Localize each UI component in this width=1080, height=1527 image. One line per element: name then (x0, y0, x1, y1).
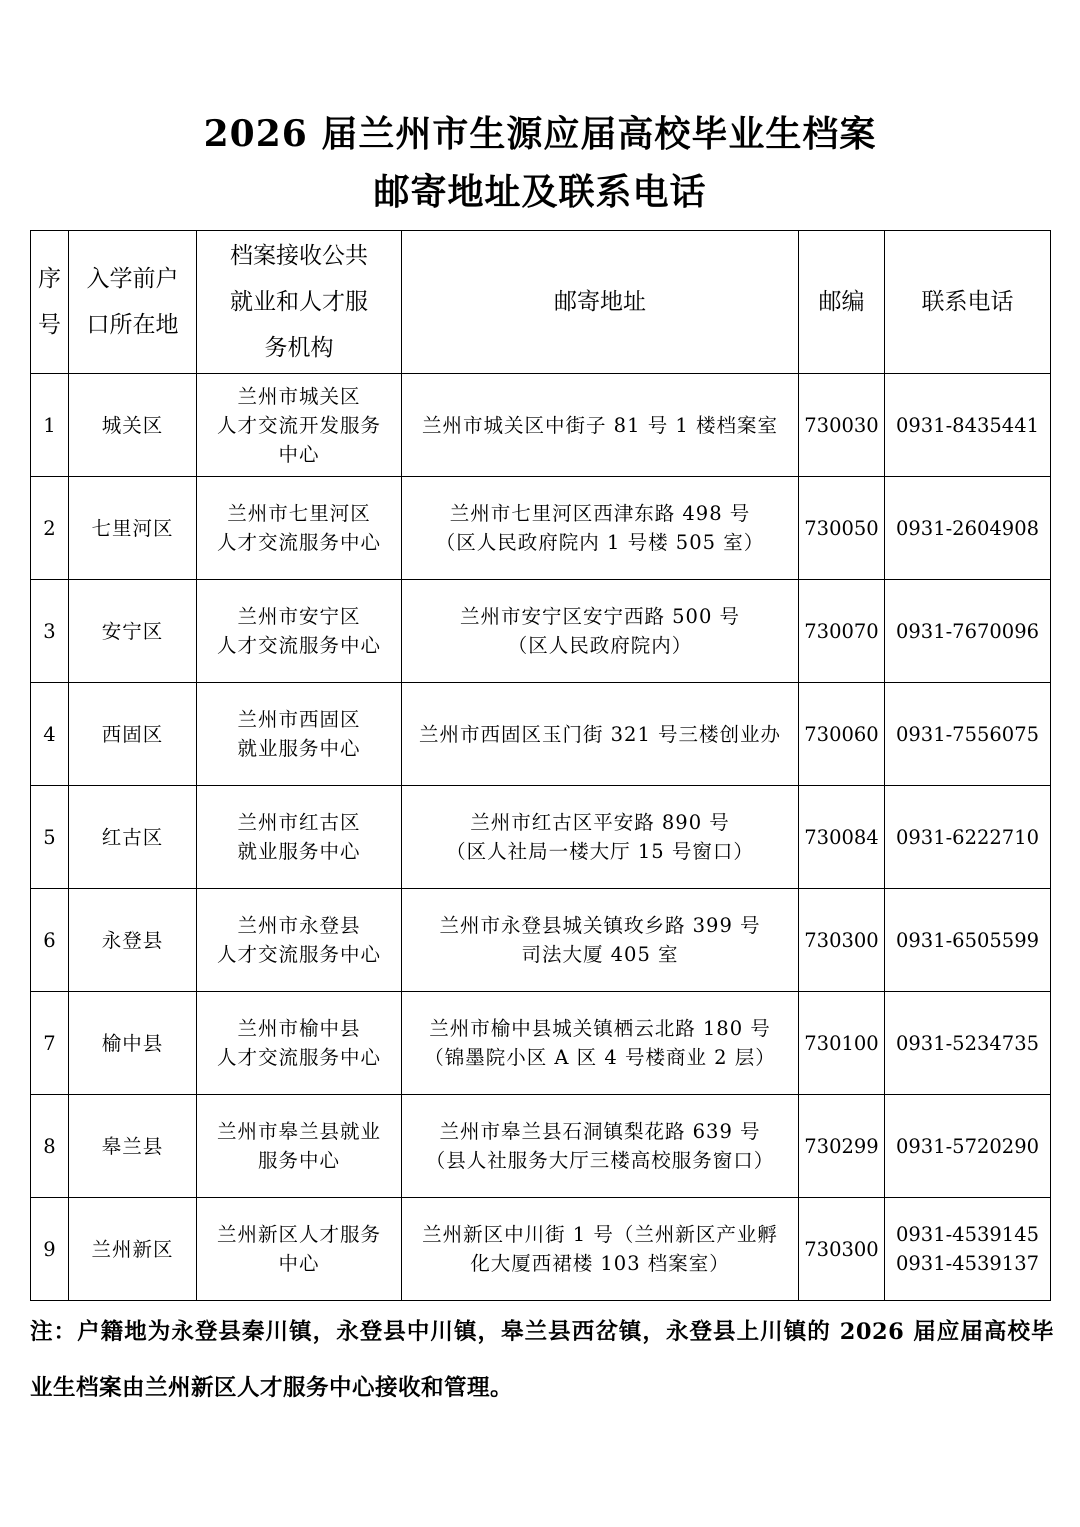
cell-agency-line: 就业服务中心 (237, 840, 361, 863)
cell-address-line: 兰州市红古区平安路 890 号 (470, 811, 730, 834)
header-agency-line: 务机构 (264, 335, 334, 361)
cell-address-line: 兰州市永登县城关镇玫乡路 399 号 (439, 914, 761, 937)
header-agency (197, 231, 402, 374)
cell-postcode: 730060 (799, 683, 885, 786)
cell-address-line: （锦墨院小区 A 区 4 号楼商业 2 层） (424, 1046, 776, 1069)
cell-district: 榆中县 (69, 992, 197, 1095)
cell-phone-line: 0931-2604908 (895, 516, 1040, 540)
cell-address (402, 889, 799, 992)
cell-phone (885, 1095, 1051, 1198)
cell-phone-line: 0931-4539145 (895, 1223, 1040, 1246)
cell-index: 2 (31, 477, 69, 580)
cell-address-line: 兰州新区中川街 1 号（兰州新区产业孵 (422, 1223, 778, 1246)
document-title-line1: 2026 届兰州市生源应届高校毕业生档案 (203, 113, 877, 155)
cell-agency-line: 兰州新区人才服务 (216, 1223, 381, 1246)
cell-address-line: 兰州市西固区玉门街 321 号三楼创业办 (418, 722, 782, 746)
cell-phone-line: 0931-6222710 (895, 825, 1040, 849)
table-body (31, 374, 1051, 1301)
cell-phone-line: 0931-4539137 (895, 1252, 1040, 1275)
cell-district: 城关区 (69, 374, 197, 477)
cell-postcode: 730084 (799, 786, 885, 889)
cell-agency (197, 889, 402, 992)
cell-address-line: （区人社局一楼大厅 15 号窗口） (446, 840, 754, 863)
cell-address-line: 化大厦西裙楼 103 档案室） (470, 1252, 730, 1275)
header-phone (885, 231, 1051, 374)
header-address-line: 邮寄地址 (554, 289, 646, 315)
cell-index: 5 (31, 786, 69, 889)
table-header-row (31, 231, 1051, 374)
cell-index: 7 (31, 992, 69, 1095)
cell-address (402, 683, 799, 786)
cell-address-line: （区人民政府院内 1 号楼 505 室） (435, 531, 765, 554)
cell-address (402, 786, 799, 889)
header-agency-line: 就业和人才服 (230, 289, 368, 315)
cell-phone (885, 477, 1051, 580)
cell-postcode: 730100 (799, 992, 885, 1095)
cell-agency-line: 中心 (278, 1252, 320, 1275)
cell-postcode: 730299 (799, 1095, 885, 1198)
cell-phone-line: 0931-8435441 (895, 413, 1040, 437)
cell-district: 安宁区 (69, 580, 197, 683)
cell-address (402, 1095, 799, 1198)
cell-index: 4 (31, 683, 69, 786)
footnote: 注：户籍地为永登县秦川镇，永登县中川镇，皋兰县西岔镇，永登县上川镇的 2026 届应届高校毕业生档案由兰州新区人才服务中心接收和管理。 (30, 1319, 1054, 1401)
table-row (31, 786, 1051, 889)
header-district-line: 入学前户 (86, 266, 179, 292)
cell-agency-line: 服务中心 (257, 1149, 340, 1172)
cell-agency (197, 992, 402, 1095)
cell-district: 永登县 (69, 889, 197, 992)
cell-district: 皋兰县 (69, 1095, 197, 1198)
table-row (31, 1198, 1051, 1301)
table-row (31, 683, 1051, 786)
header-district-line: 口所在地 (86, 312, 179, 338)
cell-agency-line: 兰州市七里河区 (227, 502, 371, 525)
cell-phone-line: 0931-6505599 (895, 928, 1040, 952)
cell-phone (885, 992, 1051, 1095)
cell-agency (197, 374, 402, 477)
cell-phone-line: 0931-5234735 (895, 1031, 1040, 1055)
header-address (402, 231, 799, 374)
header-index-line: 序 (38, 266, 61, 292)
cell-address (402, 580, 799, 683)
cell-address-line: 兰州市榆中县城关镇栖云北路 180 号 (429, 1017, 771, 1040)
cell-index: 9 (31, 1198, 69, 1301)
cell-agency-line: 人才交流服务中心 (216, 531, 381, 554)
cell-address-line: 兰州市安宁区安宁西路 500 号 (459, 605, 741, 628)
cell-postcode: 730030 (799, 374, 885, 477)
cell-agency-line: 兰州市永登县 (237, 914, 361, 937)
cell-agency-line: 兰州市红古区 (237, 811, 361, 834)
cell-district: 红古区 (69, 786, 197, 889)
cell-district: 西固区 (69, 683, 197, 786)
cell-index: 1 (31, 374, 69, 477)
cell-agency-line: 兰州市榆中县 (237, 1017, 361, 1040)
header-postcode-line: 邮编 (818, 289, 865, 315)
cell-agency-line: 兰州市皋兰县就业 (216, 1120, 381, 1143)
table-row (31, 580, 1051, 683)
cell-address-line: 兰州市皋兰县石洞镇梨花路 639 号 (439, 1120, 761, 1143)
cell-agency-line: 就业服务中心 (237, 737, 361, 760)
cell-address-line: 兰州市七里河区西津东路 498 号 (449, 502, 751, 525)
cell-index: 6 (31, 889, 69, 992)
cell-agency (197, 786, 402, 889)
cell-address (402, 477, 799, 580)
cell-phone (885, 1198, 1051, 1301)
header-agency-line: 档案接收公共 (230, 243, 368, 269)
cell-address-line: 司法大厦 405 室 (521, 943, 679, 966)
cell-district: 兰州新区 (69, 1198, 197, 1301)
cell-agency (197, 683, 402, 786)
header-phone-line: 联系电话 (921, 289, 1014, 315)
cell-address (402, 374, 799, 477)
cell-phone (885, 580, 1051, 683)
table-row (31, 992, 1051, 1095)
header-district (69, 231, 197, 374)
cell-phone-line: 0931-5720290 (895, 1134, 1040, 1158)
cell-address-line: （县人社服务大厅三楼高校服务窗口） (425, 1149, 775, 1172)
cell-postcode: 730300 (799, 1198, 885, 1301)
header-index (31, 231, 69, 374)
cell-phone-line: 0931-7556075 (895, 722, 1040, 746)
cell-postcode: 730300 (799, 889, 885, 992)
table-row (31, 374, 1051, 477)
cell-agency-line: 人才交流服务中心 (216, 943, 381, 966)
cell-phone (885, 786, 1051, 889)
header-index-line: 号 (38, 312, 61, 338)
cell-phone (885, 889, 1051, 992)
table-row (31, 889, 1051, 992)
cell-agency (197, 1095, 402, 1198)
cell-agency-line: 人才交流开发服务 (216, 413, 381, 437)
document-title-line2: 邮寄地址及联系电话 (373, 171, 707, 213)
cell-agency-line: 兰州市西固区 (237, 708, 361, 731)
cell-agency-line: 中心 (278, 442, 320, 466)
cell-phone (885, 374, 1051, 477)
cell-index: 3 (31, 580, 69, 683)
cell-address (402, 1198, 799, 1301)
cell-agency (197, 580, 402, 683)
cell-agency-line: 兰州市城关区 (237, 384, 361, 408)
table-row (31, 477, 1051, 580)
cell-district: 七里河区 (69, 477, 197, 580)
cell-agency (197, 1198, 402, 1301)
cell-agency (197, 477, 402, 580)
header-postcode (799, 231, 885, 374)
cell-agency-line: 兰州市安宁区 (237, 605, 361, 628)
cell-agency-line: 人才交流服务中心 (216, 1046, 381, 1069)
cell-index: 8 (31, 1095, 69, 1198)
table-row (31, 1095, 1051, 1198)
cell-agency-line: 人才交流服务中心 (216, 634, 381, 657)
cell-address (402, 992, 799, 1095)
cell-postcode: 730050 (799, 477, 885, 580)
cell-address-line: 兰州市城关区中街子 81 号 1 楼档案室 (421, 413, 778, 437)
cell-postcode: 730070 (799, 580, 885, 683)
cell-phone-line: 0931-7670096 (895, 619, 1040, 643)
archive-address-table (30, 230, 1051, 1301)
cell-phone (885, 683, 1051, 786)
cell-address-line: （区人民政府院内） (507, 634, 693, 657)
